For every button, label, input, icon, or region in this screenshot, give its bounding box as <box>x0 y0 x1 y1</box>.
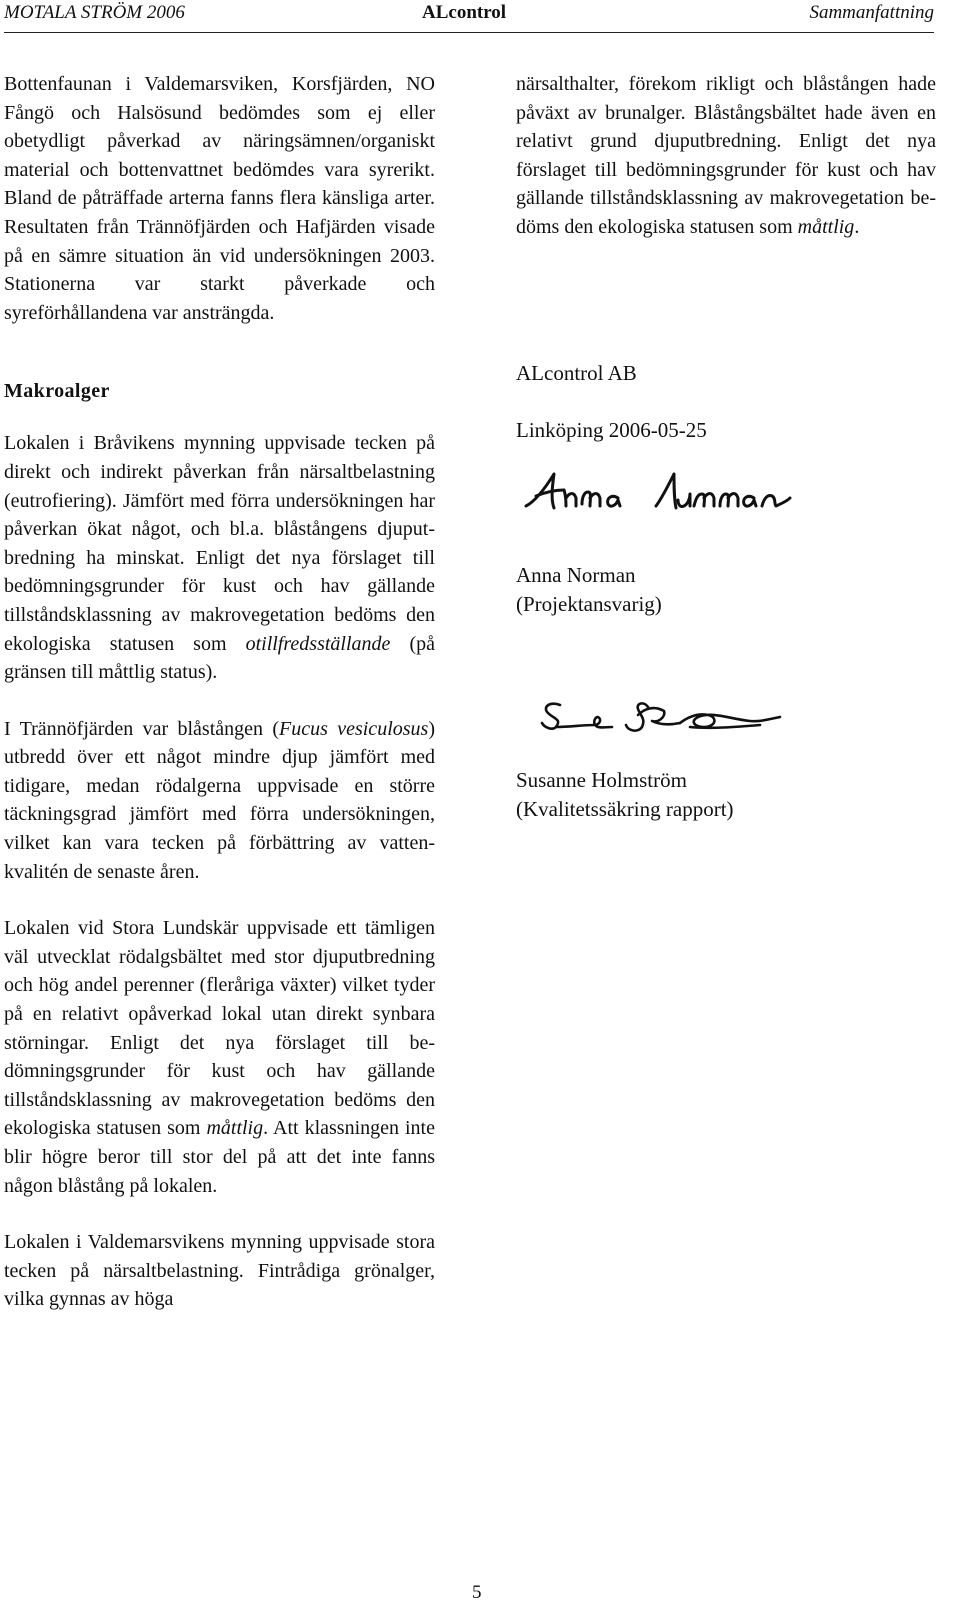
signer-2-role: (Kvalitetssäkring rapport) <box>516 797 734 821</box>
right-column <box>516 70 936 242</box>
organization-name: ALcontrol AB <box>516 361 637 385</box>
paragraph-trannofjarden: I Trännöfjärden var blåstången (Fucus vesiculosus) utbredd över ett något mindre djup jämfört med tidigare, medan rödalgerna uppvisade en större täckningsgrad jämfört med förra undersökningen, vilket kan vara tecken på förbättring av vattenkvalitén de senaste åren. <box>4 717 435 883</box>
emphasis-status: måttlig <box>206 1117 264 1140</box>
signer-1-name: Anna Norman <box>516 563 636 587</box>
paragraph-bottenfauna: Bottenfaunan i Valdemarsviken, Korsfjärden, NO Fångö och Halsösund bedömdes som ej eller obetydligt påverkad av näringsämnen/organiskt material och bottenvattnet bedömdes vara syrerikt. Bland de påträffade arterna fanns flera känsliga arter. Resultaten från Trännöfjärden och Hafjärden visade på en sämre situation än vid undersökningen 2003. Stationerna var starkt påverkade och syreförhållandena var ansträngda. <box>4 73 435 324</box>
emphasis-species: Fucus vesiculosus <box>279 717 429 740</box>
header-section: Sammanfattning <box>809 2 934 23</box>
signature-susanne-holmstrom <box>540 697 790 737</box>
place-and-date: Linköping 2006-05-25 <box>516 418 707 442</box>
left-column <box>4 70 435 1314</box>
header-rule <box>4 32 934 33</box>
signer-1-role: (Projektansvarig) <box>516 592 662 616</box>
signature-anna-norman <box>524 468 794 528</box>
page-header <box>4 0 934 30</box>
page-number: 5 <box>472 1582 482 1603</box>
section-heading-makroalger: Makroalger <box>4 380 110 403</box>
paragraph-stora-lundskar: Lokalen vid Stora Lundskär uppvisade ett tämligen väl utvecklat rödalgsbältet med stor djuputbredning och hög andel perenner (fleråriga växter) vilket tyder på en relativt opåverkad lokal utan direkt synbara störningar. Enligt det nya förslaget till bedömningsgrunder för kust och hav gällande tillståndsklassning av makrovegetation bedöms den ekologiska statusen som måttlig. Att klassningen inte blir högre beror till stor del på att det inte fanns någon blåstång på lokalen. <box>4 917 435 1197</box>
header-company: ALcontrol <box>422 2 507 23</box>
emphasis-status: otillfredsställande <box>245 632 391 655</box>
paragraph-valdemarsvikens: Lokalen i Valdemarsvikens mynning uppvisade stora tecken på närsaltbelastning. Fintrådiga grönalger, vilka gynnas av höga <box>4 1231 435 1311</box>
paragraph-bravikens: Lokalen i Bråvikens mynning uppvisade tecken på direkt och indirekt påverkan från närsaltbelastning (eutrofiering). Jämfört med förra undersökningen har påverkan ökat något, och bl.a. blåstångens djuputbredning ha minskat. Enligt det nya förslaget till bedömningsgrunder för kust och hav gällande tillståndsklassning av makrovegetation bedöms den ekologiska statusen som otillfredsställande (på gränsen till måttlig status). <box>4 432 435 684</box>
signer-2-name: Susanne Holmström <box>516 768 687 792</box>
header-report-title: MOTALA STRÖM 2006 <box>4 2 185 23</box>
paragraph-continued: närsalthalter, förekom rikligt och blåstången hade påväxt av brunalger. Blåstångsbältet hade även en relativt grund djuputbredning. Enligt det nya förslaget till bedömningsgrunder för kust och hav gällande tillståndsklassning av makrovegetation bedöms den ekologiska statusen som måttlig. <box>516 73 936 238</box>
emphasis-status: måttlig <box>797 215 855 238</box>
